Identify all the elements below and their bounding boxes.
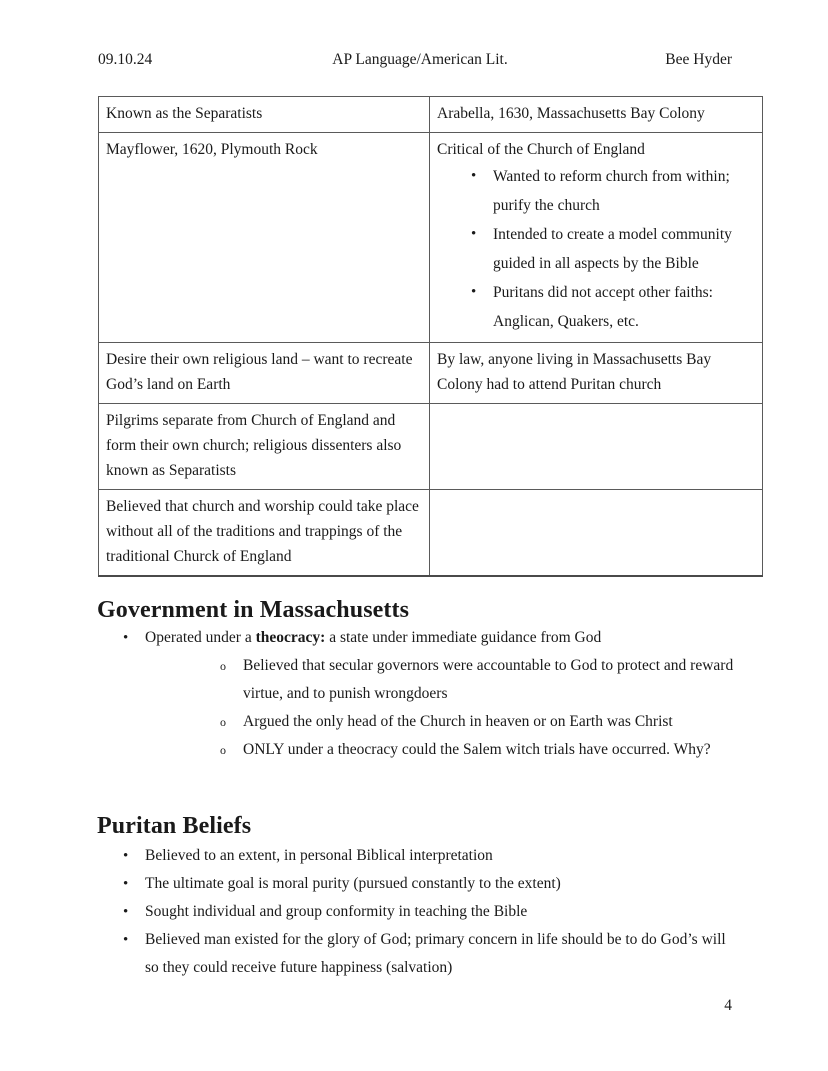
list-item-label: Puritans did not accept other faiths: Anglican, Quakers, etc. <box>493 284 713 330</box>
list-item <box>437 162 755 220</box>
list-item-label: Wanted to reform church from within; purify the church <box>493 168 730 214</box>
list-item-label: Believed that secular governors were accountable to God to protect and reward virtue, and to punish wrongdoers <box>243 657 734 702</box>
cell-text: Critical of the Church of England <box>437 141 645 158</box>
cell-text: By law, anyone living in Massachusetts Bay Colony had to attend Puritan church <box>437 351 712 393</box>
list-item-label: ONLY under a theocracy could the Salem witch trials have occurred. Why? <box>243 741 711 758</box>
table-cell-left <box>99 97 430 133</box>
government-sub-list <box>145 652 738 764</box>
header-course: AP Language/American Lit. <box>332 51 508 68</box>
circle-bullet-icon: o <box>220 659 226 673</box>
table-cell-right <box>430 133 763 343</box>
page-number: 4 <box>724 997 732 1014</box>
table-cell-right-empty <box>430 490 763 577</box>
cell-text: Known as the Separatists <box>106 105 263 122</box>
puritan-beliefs-list <box>98 842 738 982</box>
table-cell-left <box>99 404 430 490</box>
table-row <box>99 133 763 343</box>
table-cell-right-empty <box>430 404 763 490</box>
list-item-label: Believed to an extent, in personal Biblical interpretation <box>145 847 493 864</box>
list-item <box>98 926 738 982</box>
text-segment: a state under immediate guidance from God <box>325 629 602 646</box>
table-cell-right <box>430 343 763 404</box>
bold-term: theocracy: <box>255 629 326 646</box>
text-segment: Operated under a <box>145 629 256 646</box>
list-item-label: Intended to create a model community guided in all aspects by the Bible <box>493 226 732 272</box>
list-item-label: The ultimate goal is moral purity (pursued constantly to the extent) <box>145 875 561 892</box>
bullet-icon: • <box>123 904 129 920</box>
bullet-icon: • <box>471 226 477 242</box>
table-row <box>99 97 763 133</box>
list-item-label: Believed man existed for the glory of God; primary concern in life should be to do God’s will so they could receive future happiness (salvation) <box>145 931 726 976</box>
section-heading-government: Government in Massachusetts <box>97 596 410 623</box>
bullet-icon: • <box>123 876 129 892</box>
table-row <box>99 404 763 490</box>
cell-text: Pilgrims separate from Church of England and form their own church; religious dissenters also known as Separatists <box>106 412 402 479</box>
list-item <box>98 842 738 870</box>
pilgrims-puritans-comparison-table <box>98 96 763 577</box>
list-item <box>145 652 738 708</box>
cell-text: Mayflower, 1620, Plymouth Rock <box>106 141 318 158</box>
list-item <box>437 220 755 278</box>
list-item <box>98 870 738 898</box>
list-item-label <box>145 629 601 646</box>
table-cell-left <box>99 490 430 577</box>
list-item <box>437 278 755 336</box>
cell-text: Arabella, 1630, Massachusetts Bay Colony <box>437 105 705 122</box>
table-cell-right <box>430 97 763 133</box>
header-student: Bee Hyder <box>665 51 732 68</box>
cell-text: Believed that church and worship could take place without all of the traditions and trappings of the traditional Churck of England <box>106 498 419 565</box>
list-item <box>145 736 738 764</box>
list-item-label: Sought individual and group conformity in teaching the Bible <box>145 903 528 920</box>
list-item-label: Argued the only head of the Church in heaven or on Earth was Christ <box>243 713 673 730</box>
bullet-icon: • <box>123 848 129 864</box>
bullet-icon: • <box>123 932 129 948</box>
list-item <box>98 898 738 926</box>
circle-bullet-icon: o <box>220 743 226 757</box>
section-heading-puritan-beliefs: Puritan Beliefs <box>97 812 252 839</box>
bullet-icon: • <box>123 630 129 646</box>
list-item <box>145 708 738 736</box>
table-row <box>99 490 763 577</box>
table-cell-left <box>99 133 430 343</box>
document-header <box>98 48 732 72</box>
list-item <box>98 624 738 764</box>
cell-text: Desire their own religious land – want to recreate God’s land on Earth <box>106 351 413 393</box>
bullet-icon: • <box>471 284 477 300</box>
table-row <box>99 343 763 404</box>
header-date: 09.10.24 <box>98 51 153 68</box>
cell-bullet-list <box>437 162 755 336</box>
government-outline-list <box>98 624 738 764</box>
circle-bullet-icon: o <box>220 715 226 729</box>
bullet-icon: • <box>471 168 477 184</box>
table-cell-left <box>99 343 430 404</box>
